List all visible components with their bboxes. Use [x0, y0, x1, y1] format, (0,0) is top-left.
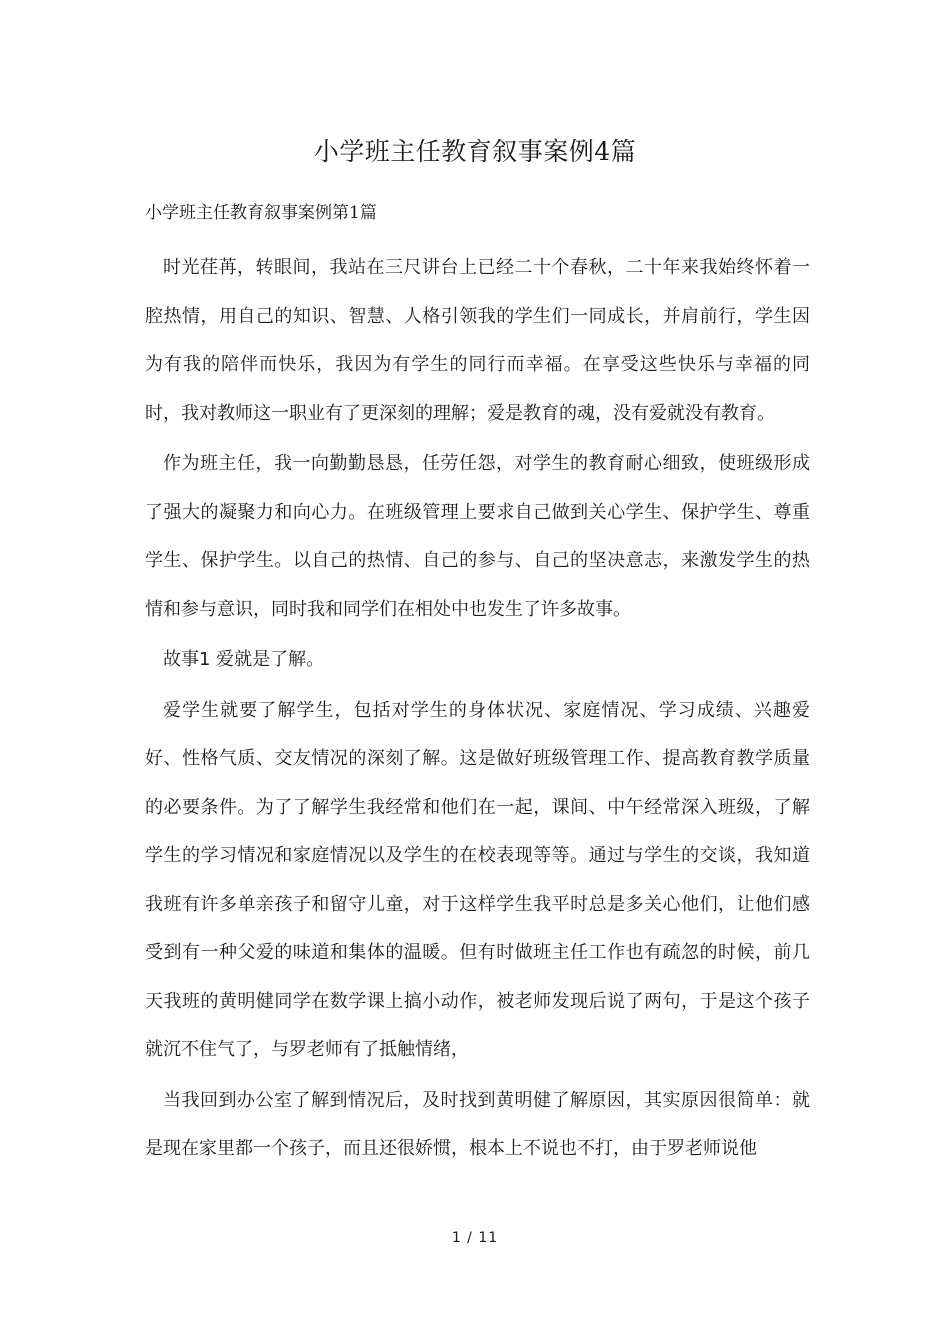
- body-text: [145, 244, 810, 1176]
- section-heading: 小学班主任教育叙事案例第1篇: [145, 203, 377, 223]
- story-heading: 故事1 爱就是了解。: [163, 649, 325, 670]
- document-title: 小学班主任教育叙事案例4篇: [313, 137, 637, 166]
- page-indicator: 1 / 11: [451, 1230, 499, 1246]
- paragraph-understanding: 爱学生就要了解学生，包括对学生的身体状况、家庭情况、学习成绩、兴趣爱好、性格气质、交友情况的深刻了解。这是做好班级管理工作、提高教育教学质量的必要条件。为了了解学生我经常和他们在一起，课间、中午经常深入班级，了解学生的学习情况和家庭情况以及学生的在校表现等等。通过与学生的交谈，我知道我班有许多单亲孩子和留守儿童，对于这样学生我平时总是多关心他们，让他们感受到有一种父爱的味道和集体的温暖。但有时做班主任工作也有疏忽的时候，前几天我班的黄明健同学在数学课上搞小动作，被老师发现后说了两句，于是这个孩子就沉不住气了，与罗老师有了抵触情绪，: [145, 699, 810, 1060]
- paragraph-intro: 时光荏苒，转眼间，我站在三尺讲台上已经二十个春秋，二十年来我始终怀着一腔热情，用自己的知识、智慧、人格引领我的学生们一同成长，并肩前行，学生因为有我的陪伴而快乐，我因为有学生的同行而幸福。在享受这些快乐与幸福的同时，我对教师这一职业有了更深刻的理解；爱是教育的魂，没有爱就没有教育。: [145, 257, 810, 424]
- paragraph-class-teacher: 作为班主任，我一向勤勤恳恳，任劳任怨，对学生的教育耐心细致，使班级形成了强大的凝聚力和向心力。在班级管理上要求自己做到关心学生、保护学生、尊重学生、保护学生。以自己的热情、自己的参与、自己的坚决意志，来激发学生的热情和参与意识，同时我和同学们在相处中也发生了许多故事。: [145, 453, 810, 620]
- paragraph-office: 当我回到办公室了解到情况后，及时找到黄明健了解原因，其实原因很简单：就是现在家里都一个孩子，而且还很娇惯，根本上不说也不打，由于罗老师说他: [145, 1089, 810, 1159]
